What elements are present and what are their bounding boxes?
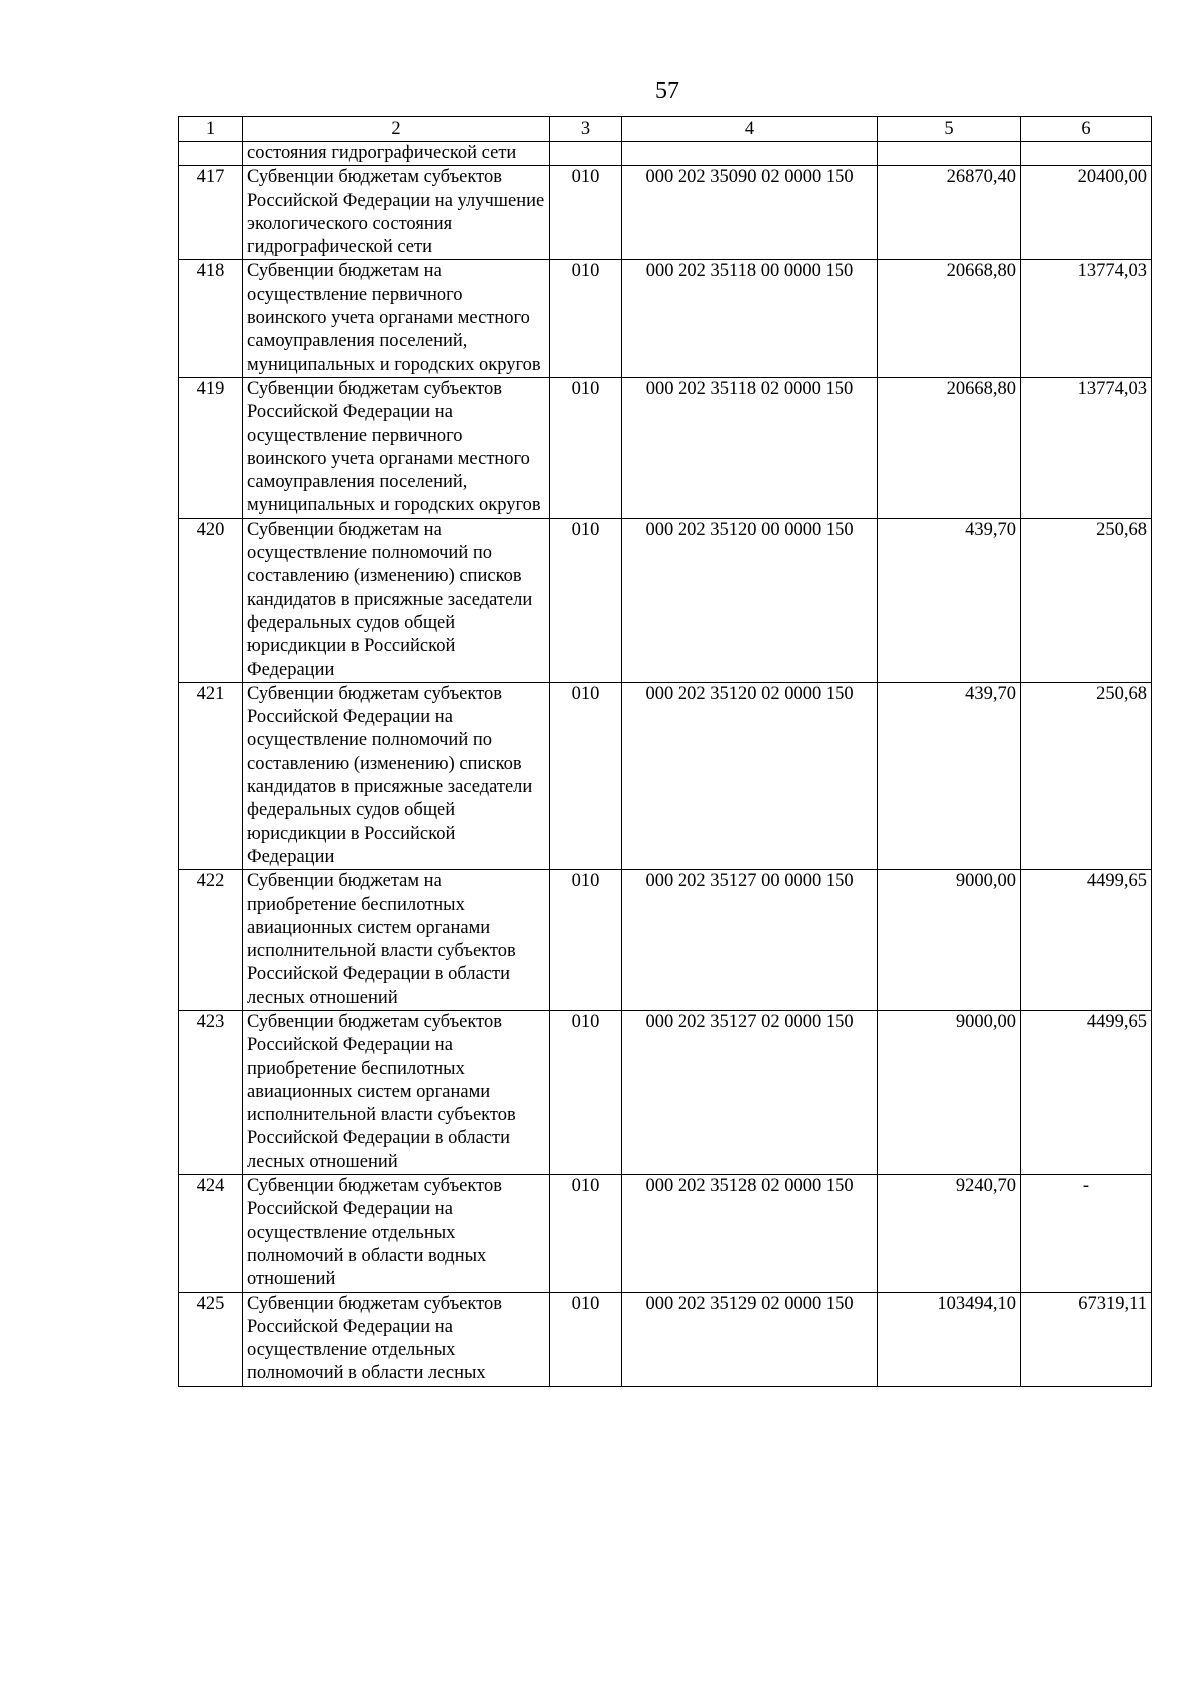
row-value-6: 250,68 xyxy=(1021,682,1152,869)
header-col-4: 4 xyxy=(622,117,878,142)
row-number: 422 xyxy=(179,870,243,1011)
table-row xyxy=(179,1010,1152,1174)
row-value-6 xyxy=(1021,142,1152,166)
row-number xyxy=(179,142,243,166)
row-description: Субвенции бюджетам субъектов Российской Федерации на осуществление отдельных полномочий в области водных отношений xyxy=(243,1175,550,1292)
row-kbk: 000 202 35128 02 0000 150 xyxy=(622,1175,878,1292)
row-value-5 xyxy=(878,142,1021,166)
budget-table xyxy=(178,116,1152,1387)
row-kbk: 000 202 35120 00 0000 150 xyxy=(622,518,878,682)
table-row xyxy=(179,682,1152,869)
row-kbk: 000 202 35118 00 0000 150 xyxy=(622,260,878,377)
row-number: 421 xyxy=(179,682,243,869)
row-value-5: 26870,40 xyxy=(878,166,1021,260)
page-number: 57 xyxy=(655,78,679,104)
row-code: 010 xyxy=(550,1010,622,1174)
table-row xyxy=(179,870,1152,1011)
row-description: состояния гидрографической сети xyxy=(243,142,550,166)
row-code: 010 xyxy=(550,377,622,518)
table-header-row xyxy=(179,117,1152,142)
table-row xyxy=(179,260,1152,377)
row-number: 420 xyxy=(179,518,243,682)
header-col-1: 1 xyxy=(179,117,243,142)
row-kbk: 000 202 35090 02 0000 150 xyxy=(622,166,878,260)
row-code: 010 xyxy=(550,166,622,260)
row-value-5: 9240,70 xyxy=(878,1175,1021,1292)
row-description: Субвенции бюджетам на осуществление первичного воинского учета органами местного самоуправления поселений, муниципальных и городских округов xyxy=(243,260,550,377)
row-value-6: 250,68 xyxy=(1021,518,1152,682)
row-code: 010 xyxy=(550,1175,622,1292)
row-kbk xyxy=(622,142,878,166)
row-description: Субвенции бюджетам субъектов Российской Федерации на осуществление полномочий по составлению (изменению) списков кандидатов в присяжные заседатели федеральных судов общей юрисдикции в Российской Федерации xyxy=(243,682,550,869)
table-row xyxy=(179,377,1152,518)
row-value-5: 439,70 xyxy=(878,518,1021,682)
row-value-6: 67319,11 xyxy=(1021,1292,1152,1386)
row-value-6: - xyxy=(1021,1175,1152,1292)
table-row xyxy=(179,1175,1152,1292)
header-col-5: 5 xyxy=(878,117,1021,142)
row-number: 424 xyxy=(179,1175,243,1292)
row-number: 419 xyxy=(179,377,243,518)
row-value-5: 9000,00 xyxy=(878,1010,1021,1174)
row-kbk: 000 202 35118 02 0000 150 xyxy=(622,377,878,518)
header-col-6: 6 xyxy=(1021,117,1152,142)
row-code: 010 xyxy=(550,1292,622,1386)
row-value-5: 20668,80 xyxy=(878,377,1021,518)
row-value-5: 20668,80 xyxy=(878,260,1021,377)
row-number: 423 xyxy=(179,1010,243,1174)
row-description: Субвенции бюджетам субъектов Российской Федерации на улучшение экологического состояния гидрографической сети xyxy=(243,166,550,260)
row-kbk: 000 202 35127 00 0000 150 xyxy=(622,870,878,1011)
row-value-6: 4499,65 xyxy=(1021,870,1152,1011)
row-number: 418 xyxy=(179,260,243,377)
row-kbk: 000 202 35127 02 0000 150 xyxy=(622,1010,878,1174)
table-row xyxy=(179,166,1152,260)
row-number: 425 xyxy=(179,1292,243,1386)
row-value-5: 9000,00 xyxy=(878,870,1021,1011)
header-col-2: 2 xyxy=(243,117,550,142)
table-row xyxy=(179,1292,1152,1386)
row-number: 417 xyxy=(179,166,243,260)
row-code: 010 xyxy=(550,260,622,377)
row-value-6: 13774,03 xyxy=(1021,377,1152,518)
row-description: Субвенции бюджетам на приобретение беспилотных авиационных систем органами исполнительной власти субъектов Российской Федерации в области лесных отношений xyxy=(243,870,550,1011)
row-description: Субвенции бюджетам субъектов Российской Федерации на осуществление отдельных полномочий в области лесных xyxy=(243,1292,550,1386)
row-code: 010 xyxy=(550,518,622,682)
row-value-6: 4499,65 xyxy=(1021,1010,1152,1174)
table-row xyxy=(179,518,1152,682)
row-value-6: 20400,00 xyxy=(1021,166,1152,260)
header-col-3: 3 xyxy=(550,117,622,142)
row-code xyxy=(550,142,622,166)
row-description: Субвенции бюджетам субъектов Российской Федерации на осуществление первичного воинского учета органами местного самоуправления поселений, муниципальных и городских округов xyxy=(243,377,550,518)
row-code: 010 xyxy=(550,870,622,1011)
row-description: Субвенции бюджетам на осуществление полномочий по составлению (изменению) списков кандидатов в присяжные заседатели федеральных судов общей юрисдикции в Российской Федерации xyxy=(243,518,550,682)
row-value-5: 103494,10 xyxy=(878,1292,1021,1386)
row-description: Субвенции бюджетам субъектов Российской Федерации на приобретение беспилотных авиационных систем органами исполнительной власти субъектов Российской Федерации в области лесных отношений xyxy=(243,1010,550,1174)
row-value-5: 439,70 xyxy=(878,682,1021,869)
row-kbk: 000 202 35120 02 0000 150 xyxy=(622,682,878,869)
row-kbk: 000 202 35129 02 0000 150 xyxy=(622,1292,878,1386)
row-code: 010 xyxy=(550,682,622,869)
continuation-row xyxy=(179,142,1152,166)
row-value-6: 13774,03 xyxy=(1021,260,1152,377)
